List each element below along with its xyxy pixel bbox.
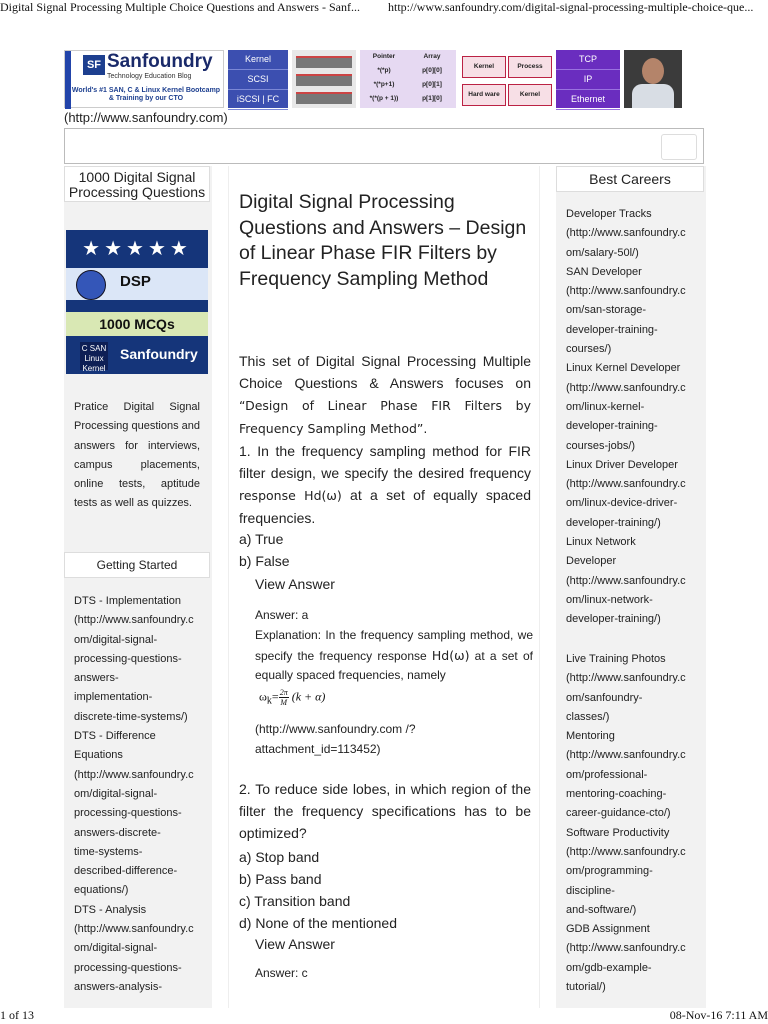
array-cell: p[1][0] [422,95,442,102]
list-item[interactable]: om/linux-kernel- [566,400,645,413]
pointer-cell: *(*p+1) [373,81,395,88]
array-header: Array [423,53,441,60]
answer-2-text: Answer: c [255,966,308,980]
globe-icon [76,270,106,300]
pointer-header: Pointer [372,53,396,60]
list-item[interactable]: om/linux-device-driver- [566,497,678,510]
ad-hardware-box: Hard ware [462,84,506,106]
page-title: Digital Signal Processing Questions and Answers – Design of Linear Phase FIR Filters by Frequency Sampling Method [239,191,527,290]
list-item[interactable]: om/digital-signal- [74,787,158,800]
list-item[interactable]: processing-questions- [74,961,182,974]
dsp-label: DSP [120,273,151,290]
question-2: 2. To reduce side lobes, in which region of the filter the frequency specifications has to be optimized? [239,781,531,841]
array-cell: p[0][1] [422,81,442,88]
q1-text-c: at a set of equally spaced frequencies. [239,487,531,526]
list-item[interactable]: (http://www.sanfoundry.c [74,614,194,627]
list-item[interactable]: answers-discrete- [74,826,161,839]
widget-title-best-careers: Best Careers [556,166,704,192]
widget-title-getting-started: Getting Started [64,552,210,578]
answer-1-explanation [255,626,533,686]
ad-ethernet: Ethernet [556,90,620,110]
list-item[interactable]: developer-training- [566,323,658,336]
ad-ip: IP [556,70,620,90]
list-item[interactable]: (http://www.sanfoundry.c [566,672,686,685]
list-item[interactable]: om/salary-50l/) [566,246,639,259]
a1-exp-c: at a set of equally spaced frequencies, namely [255,648,533,682]
dsp-mcq-banner[interactable] [66,230,208,374]
kernel-scsi-ad[interactable] [228,50,288,108]
list-item[interactable]: om/linux-network- [566,593,653,606]
view-answer-2-button[interactable]: View Answer [255,936,335,952]
main-content [228,166,540,1008]
list-item[interactable]: (http://www.sanfoundry.c [74,768,194,781]
logo-subtitle: Technology Education Blog [107,73,192,80]
ad-kernel-box: Kernel [462,56,506,78]
attachment-link[interactable]: (http://www.sanfoundry.com /?attachment_id=113452) [255,722,416,756]
list-item[interactable]: answers- [74,672,119,685]
site-url-link[interactable]: (http://www.sanfoundry.com) [64,110,228,125]
list-item[interactable]: time-systems- [74,845,143,858]
list-item[interactable]: (http://www.sanfoundry.c [566,285,686,298]
left-sidebar [64,166,212,1008]
pointer-cell: *(*(p + 1)) [369,95,399,102]
logo-name: Sanfoundry [107,51,213,72]
list-item[interactable]: processing-questions- [74,807,182,820]
q2-option: a) Stop band [239,849,320,865]
view-answer-1-button[interactable]: View Answer [255,576,335,592]
list-item[interactable]: Linux Network [566,536,636,549]
sanfoundry-badge-icon: C SAN Linux Kernel [81,344,107,373]
ad-kernel-box-2: Kernel [508,84,552,106]
q2-option: d) None of the mentioned [239,915,397,931]
formula-rhs: (k + α) [291,689,326,704]
list-item[interactable]: om/san-storage- [566,304,647,317]
careers-list-2[interactable] [566,650,700,997]
formula-eq: = [271,689,279,704]
server-rack-image [292,50,356,108]
q2-option: c) Transition band [239,893,351,909]
print-header-url: http://www.sanfoundry.com/digital-signal-processing-multiple-choice-que... [388,0,754,14]
q1-text-a: 1. In the frequency sampling method for FIR filter design, we specify the desired frequency [239,443,531,481]
intro-text: Pratice Digital Signal Processing questions and answers for interviews, campus placements, online tests, aptitude tests as well as quizzes. [74,401,200,510]
list-item[interactable]: developer-training/) [566,613,661,626]
page-number: 1 of 13 [0,1008,34,1022]
list-item[interactable]: GDB Assignment [566,923,650,936]
list-item[interactable]: courses-jobs/) [566,439,636,452]
print-datetime: 08-Nov-16 7:11 AM [669,1008,768,1022]
list-item[interactable]: om/programming- [566,865,653,878]
tcp-ip-ad[interactable] [556,50,620,108]
q1-option: a) True [239,531,284,547]
list-item[interactable]: om/sanfoundry- [566,691,643,704]
list-item[interactable]: (http://www.sanfoundry.c [566,227,686,240]
list-item[interactable]: courses/) [566,343,612,356]
list-item[interactable]: Equations [74,749,123,762]
list-item[interactable]: discrete-time-systems/) [74,710,188,723]
list-item[interactable]: (http://www.sanfoundry.c [566,381,686,394]
getting-started-list[interactable] [74,592,206,997]
formula-lhs: ω [259,689,267,704]
cto-photo [624,50,682,108]
list-item[interactable]: career-guidance-cto/) [566,807,671,820]
list-item[interactable]: discipline- [566,884,615,897]
ad-iscsi: iSCSI | FC [228,90,288,110]
q2-options [239,846,531,934]
list-item[interactable]: and-software/) [566,903,637,916]
list-item[interactable]: om/digital-signal- [74,942,158,955]
list-item[interactable]: developer-training/) [566,516,661,529]
list-item[interactable]: mentoring-coaching- [566,788,667,801]
pointer-cell: *(*p) [377,67,391,74]
top-banner[interactable] [64,50,704,108]
list-item[interactable]: Live Training Photos [566,653,666,665]
list-item[interactable]: Developer [566,555,617,568]
list-item[interactable]: Software Productivity [566,826,670,839]
search-button[interactable] [661,134,697,160]
list-item[interactable]: Linux Driver Developer [566,458,678,471]
ad-kernel: Kernel [228,50,288,70]
list-item[interactable]: SAN Developer [566,265,642,278]
list-item[interactable]: (http://www.sanfoundry.c [566,478,686,491]
formula-sub: k [266,695,272,707]
mcq-label: 1000 MCQs [66,312,208,336]
logo-tagline: World's #1 SAN, C & Linux Kernel Bootcamp & Training by our CTO [71,87,221,102]
list-item[interactable]: DTS - Implementation [74,595,181,607]
careers-list-1[interactable] [566,205,700,630]
list-item[interactable]: Mentoring [566,730,615,743]
list-item[interactable]: classes/) [566,710,610,723]
answer-1-text: Answer: a [255,608,309,622]
question-1 [239,440,531,529]
list-item[interactable]: DTS - Difference [74,730,156,743]
list-item[interactable]: answers-analysis- [74,980,163,993]
print-header-title: Digital Signal Processing Multiple Choice Questions and Answers - Sanf... [0,0,360,14]
search-bar[interactable] [64,128,704,164]
list-item[interactable]: processing-questions- [74,652,182,665]
list-item[interactable]: (http://www.sanfoundry.c [566,845,686,858]
pointer-array-ad[interactable] [360,50,456,108]
list-item[interactable]: developer-training- [566,420,658,433]
widget-title-dsp-questions: 1000 Digital Signal Processing Questions [64,166,210,202]
list-item[interactable]: (http://www.sanfoundry.c [566,749,686,762]
intro-topic: “Design of Linear Phase FIR Filters by Frequency Sampling Method”. [239,398,531,436]
array-cell: p[0][0] [422,67,442,74]
intro-paragraph [239,350,531,440]
sanfoundry-logo[interactable] [64,50,224,108]
sanfoundry-name: Sanfoundry [120,346,198,362]
q1-option: b) False [239,553,290,569]
q2-option: b) Pass band [239,871,322,887]
ad-scsi: SCSI [228,70,288,90]
q1-options [239,528,531,572]
ad-process-box: Process [508,56,552,78]
kernel-process-ad[interactable] [460,50,552,108]
formula-num: 2π [279,688,288,697]
list-item[interactable]: Linux Kernel Developer [566,362,681,375]
right-sidebar [556,166,706,1008]
list-item[interactable]: Developer Tracks [566,208,652,220]
list-item[interactable]: om/professional- [566,768,648,781]
list-item[interactable]: equations/) [74,884,129,897]
sf-logo-icon: SF [83,55,105,75]
list-item[interactable]: DTS - Analysis [74,903,147,916]
formula-den: M [280,698,288,707]
list-item[interactable]: om/gdb-example- [566,961,652,974]
list-item[interactable]: described-difference- [74,865,178,878]
star-icons: ★★★★★ [82,238,192,260]
intro-text-a: This set of Digital Signal Processing Multiple Choice Questions & Answers focuses on [239,353,531,391]
a1-exp-a: Explanation: In the frequency sampling method, we specify the frequency response [255,628,533,663]
list-item[interactable]: (http://www.sanfoundry.c [566,942,686,955]
q1-code: response Hd(ω) [239,488,342,503]
list-item[interactable]: tutorial/) [566,981,606,994]
formula-image [259,688,325,707]
list-item[interactable]: (http://www.sanfoundry.c [566,574,686,587]
a1-exp-code: Hd(ω) [431,647,470,663]
list-item[interactable]: om/digital-signal- [74,633,158,646]
list-item[interactable]: implementation- [74,691,153,704]
ad-tcp: TCP [556,50,620,70]
list-item[interactable]: (http://www.sanfoundry.c [74,923,194,936]
